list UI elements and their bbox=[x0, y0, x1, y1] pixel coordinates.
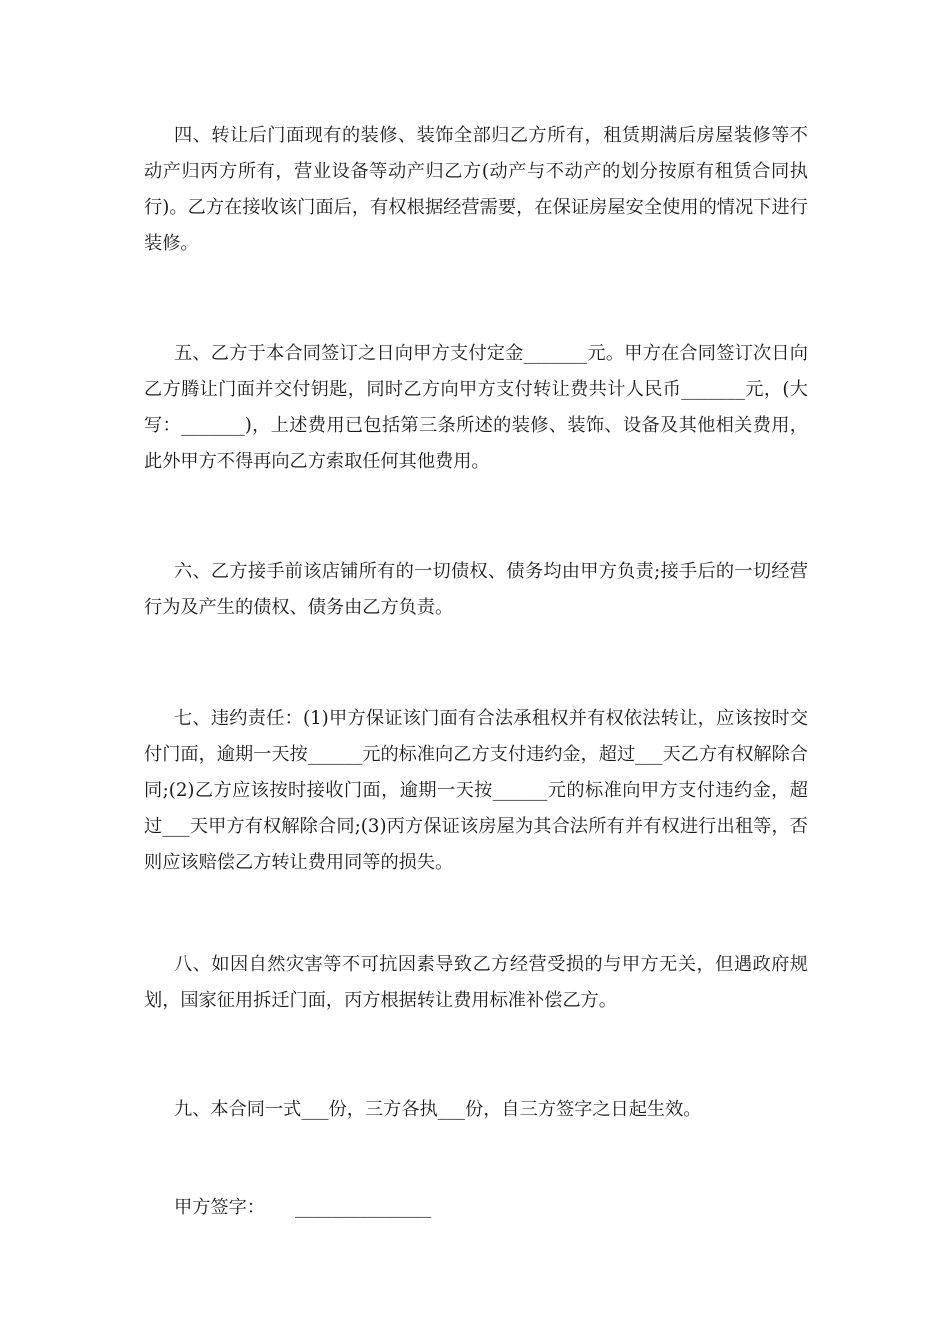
clause-7-paragraph: 七、违约责任：(1)甲方保证该门面有合法承租权并有权依法转让，应该按时交付门面，逾期一天按______元的标准向乙方支付违约金，超过___天乙方有权解除合同;(2)乙方应该按时接收门面，逾期一天按______元的标准向甲方支付违约金，超过___天甲方有权解除合同;(3)丙方保证该房屋为其合法所有并有权进行出租等，否则应该赔偿乙方转让费用同等的损失。 bbox=[144, 708, 808, 873]
party-a-signature-label: 甲方签字： bbox=[174, 1197, 265, 1218]
clause-5-paragraph: 五、乙方于本合同签订之日向甲方支付定金_______元。甲方在合同签订次日向乙方腾让门面并交付钥匙，同时乙方向甲方支付转让费共计人民币_______元，(大写：_______)，上述费用已包括第三条所述的装修、装饰、设备及其他相关费用，此外甲方不得再向乙方索取任何其他费用。 bbox=[144, 343, 808, 472]
party-a-signature-line bbox=[144, 1190, 808, 1226]
clause-9-paragraph: 九、本合同一式___份，三方各执___份，自三方签字之日起生效。 bbox=[174, 1099, 702, 1120]
clause-4-paragraph: 四、转让后门面现有的装修、装饰全部归乙方所有，租赁期满后房屋装修等不动产归丙方所有，营业设备等动产归乙方(动产与不动产的划分按原有租赁合同执行)。乙方在接收该门面后，有权根据经营需要，在保证房屋安全使用的情况下进行装修。 bbox=[144, 125, 808, 254]
clause-8-paragraph: 八、如因自然灾害等不可抗因素导致乙方经营受损的与甲方无关，但遇政府规划，国家征用拆迁门面，丙方根据转让费用标准补偿乙方。 bbox=[144, 954, 808, 1011]
party-a-signature-blank: _______________ bbox=[294, 1197, 432, 1218]
clause-6-paragraph: 六、乙方接手前该店铺所有的一切债权、债务均由甲方负责;接手后的一切经营行为及产生的债权、债务由乙方负责。 bbox=[144, 561, 808, 618]
